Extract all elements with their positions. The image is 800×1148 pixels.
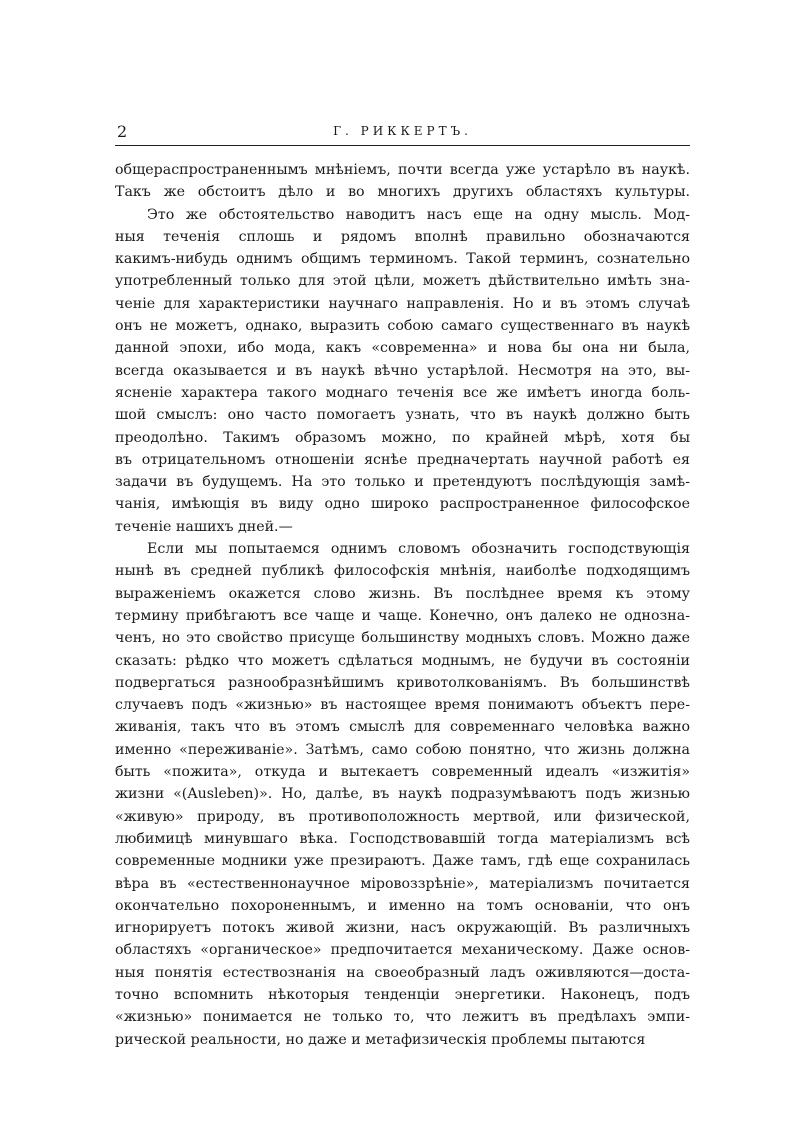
text-line: подвергаться разнообразнѣйшимъ кривотолкованіямъ. Въ большинствѣ bbox=[115, 674, 690, 691]
text-line: рической реальности, но даже и метафизическія проблемы пытаются bbox=[115, 1031, 646, 1048]
text-line: употребленный только для этой цѣли, можетъ дѣйствительно имѣть зна- bbox=[115, 273, 690, 290]
text-line: точно вспомнить нѣкоторыя тенденціи энергетики. Наконецъ, подъ bbox=[115, 986, 690, 1003]
text-line: «жизнью» понимается не только то, что лежитъ въ предѣлахъ эмпи- bbox=[115, 1009, 690, 1026]
text-line: современные модники уже презираютъ. Даже тамъ, гдѣ еще сохранилась bbox=[115, 853, 690, 870]
text-line: данной эпохи, ибо мода, какъ «современна» и нова бы она ни была, bbox=[115, 340, 690, 357]
text-line: ныя теченія сплошь и рядомъ вполнѣ правильно обозначаются bbox=[115, 228, 690, 245]
header-rule bbox=[115, 145, 690, 146]
text-line: Если мы попытаемся однимъ словомъ обозначить господствующія bbox=[147, 541, 690, 558]
text-line: всегда оказывается и въ наукѣ вѣчно устарѣлой. Несмотря на это, вы- bbox=[115, 362, 690, 379]
text-line: вѣра въ «естественнонаучное міровоззрѣніе», матеріализмъ почитается bbox=[115, 875, 690, 892]
text-line: какимъ-нибудь однимъ общимъ терминомъ. Такой терминъ, сознательно bbox=[115, 251, 690, 268]
text-line: нынѣ въ средней публикѣ философскія мнѣнія, наиболѣе подходящимъ bbox=[115, 563, 690, 580]
text-line: ныя понятія естествознанія на своеобразный ладъ оживляются—доста- bbox=[115, 964, 690, 981]
text-line: «живую» природу, въ противоположность мертвой, или физической, bbox=[115, 808, 690, 825]
text-line: быть «пожита», откуда и вытекаетъ современный идеалъ «изжитія» bbox=[115, 764, 690, 781]
text-line: областяхъ «органическое» предпочитается механическому. Даже основ- bbox=[115, 942, 690, 959]
text-line: шой смыслъ: оно часто помогаетъ узнать, что въ наукѣ должно быть bbox=[115, 407, 690, 424]
text-line: ясненіе характера такого моднаго теченія все же имѣетъ иногда боль- bbox=[115, 384, 690, 401]
text-line: ченіе для характеристики научнаго направленія. Но и въ этомъ случаѣ bbox=[115, 295, 690, 312]
text-line: Это же обстоятельство наводитъ насъ еще на одну мысль. Мод- bbox=[147, 206, 690, 223]
page-number: 2 bbox=[117, 122, 128, 141]
text-line: Такъ же обстоитъ дѣло и во многихъ другихъ областяхъ культуры. bbox=[115, 184, 690, 201]
text-line: теченіе нашихъ дней.— bbox=[115, 518, 293, 535]
text-line: окончательно похороненнымъ, и именно на томъ основаніи, что онъ bbox=[115, 897, 690, 914]
text-line: термину прибѣгаютъ все чаще и чаще. Конечно, онъ далеко не однозна- bbox=[115, 607, 690, 624]
text-line: преодолѣно. Такимъ образомъ можно, по крайней мѣрѣ, хотя бы bbox=[115, 429, 690, 446]
text-line: сказать: рѣдко что можетъ сдѣлаться моднымъ, не будучи въ состояніи bbox=[115, 652, 690, 669]
text-line: живанія, такъ что въ этомъ смыслѣ для современнаго человѣка важно bbox=[115, 719, 690, 736]
text-line: любимицѣ минувшаго вѣка. Господствовавшій тогда матеріализмъ всѣ bbox=[115, 830, 690, 847]
text-line: задачи въ будущемъ. На это только и претендуютъ послѣдующія замѣ- bbox=[115, 474, 690, 491]
page-body-text bbox=[115, 159, 690, 1051]
text-line: случаевъ подъ «жизнью» въ настоящее время понимаютъ объектъ пере- bbox=[115, 697, 690, 714]
text-line: чанія, имѣющія въ виду одно широко распространенное философское bbox=[115, 496, 690, 513]
page-header bbox=[115, 122, 690, 144]
text-line: въ отрицательномъ отношеніи яснѣе предначертать научной работѣ ея bbox=[115, 451, 690, 468]
text-line: игнорируетъ потокъ живой жизни, насъ окружающій. Въ различныхъ bbox=[115, 920, 690, 937]
text-line: общераспространеннымъ мнѣніемъ, почти всегда уже устарѣло въ наукѣ. bbox=[115, 162, 690, 178]
text-line: ченъ, но это свойство присуще большинству модныхъ словъ. Можно даже bbox=[115, 630, 690, 647]
text-line: онъ не можетъ, однако, выразить собою самаго существеннаго въ наукѣ bbox=[115, 318, 690, 335]
running-title: Г. РИККЕРТЪ. bbox=[333, 124, 472, 138]
text-line: именно «переживаніе». Затѣмъ, само собою понятно, что жизнь должна bbox=[115, 741, 690, 758]
text-line: выраженіемъ окажется слово жизнь. Въ послѣднее время къ этому bbox=[115, 585, 690, 602]
text-line: жизни «(Ausleben)». Но, далѣе, въ наукѣ подразумѣваютъ подъ жизнью bbox=[115, 786, 690, 803]
